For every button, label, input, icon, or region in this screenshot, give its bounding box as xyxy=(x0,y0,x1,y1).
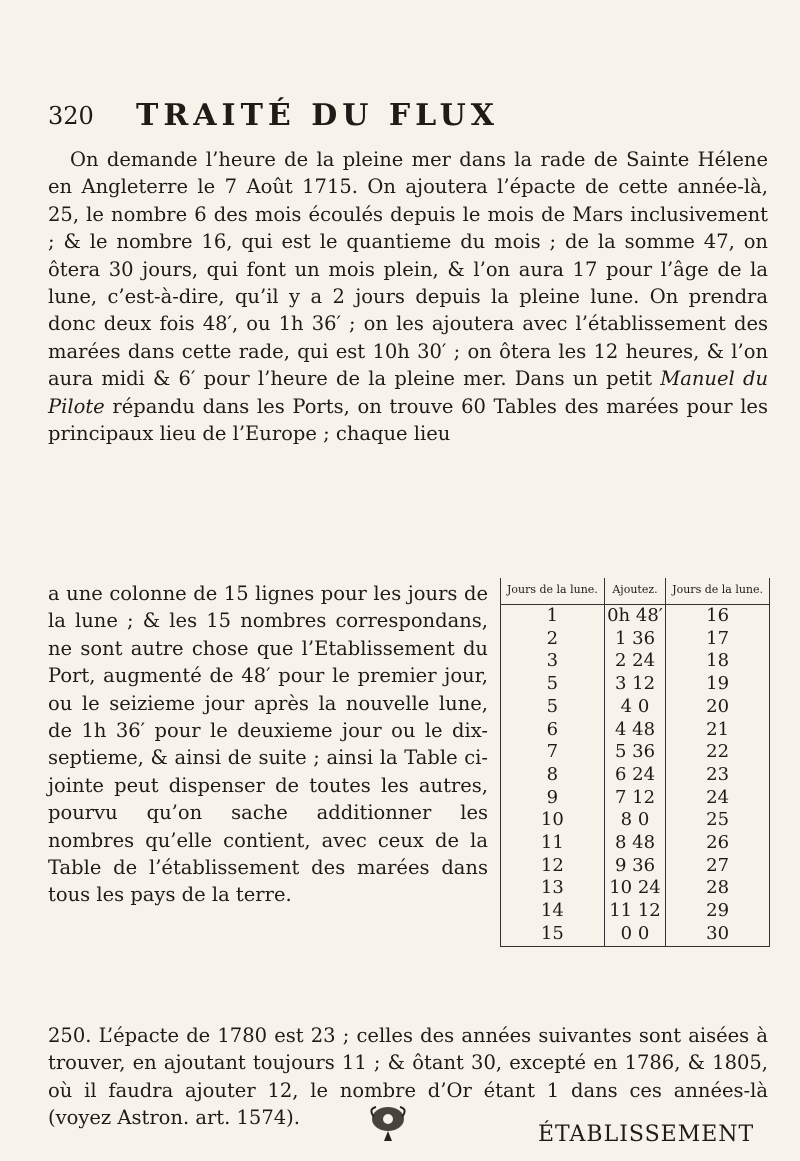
paragraph-text: On demande l’heure de la pleine mer dans la rade de Sainte Hélene en Angleterre le 7 Août 1715. On ajoutera l’épacte de cette année-là, 25, le nombre 6 des mois écoulés depuis le mois de Mars inclusivement ; & le nombre 16, qui est le quantieme du mois ; de la somme 47, on ôtera 30 jours, qui font un mois plein, & l’on aura 17 pour l’âge de la lune, c’est-à-dire, qu’il y a 2 jours depuis la pleine lune. On prendra donc deux fois 48′, ou 1h 36′ ; on les ajoutera avec l’établissement des marées dans cette rade, qui est 10h 30′ ; on ôtera les 12 heures, & l’on aura midi & 6′ pour l’heure de la pleine mer. Dans un petit xyxy=(48,148,768,391)
table-row xyxy=(501,650,770,673)
cell-day-first-half: 15 xyxy=(501,923,605,946)
tide-table-grid xyxy=(500,578,770,947)
table-row xyxy=(501,673,770,696)
cell-add-time: 11 12 xyxy=(604,900,665,923)
cell-day-first-half: 6 xyxy=(501,719,605,742)
table-row xyxy=(501,719,770,742)
cell-day-first-half: 1 xyxy=(501,605,605,628)
paragraph-tide-example xyxy=(48,146,768,447)
text-beside-table xyxy=(48,580,488,909)
cell-day-first-half: 11 xyxy=(501,832,605,855)
cell-day-second-half: 29 xyxy=(666,900,770,923)
table-row xyxy=(501,605,770,628)
running-title: TRAITÉ DU FLUX xyxy=(136,98,500,133)
cell-day-first-half: 9 xyxy=(501,787,605,810)
cell-day-first-half: 5 xyxy=(501,696,605,719)
cell-day-second-half: 25 xyxy=(666,809,770,832)
page-header xyxy=(48,98,768,138)
cell-day-first-half: 12 xyxy=(501,855,605,878)
cell-day-second-half: 18 xyxy=(666,650,770,673)
cell-add-time: 7 12 xyxy=(604,787,665,810)
table-row xyxy=(501,809,770,832)
table-row xyxy=(501,787,770,810)
cell-day-second-half: 17 xyxy=(666,628,770,651)
cell-add-time: 9 36 xyxy=(604,855,665,878)
cell-add-time: 5 36 xyxy=(604,741,665,764)
cell-day-second-half: 30 xyxy=(666,923,770,946)
cell-day-second-half: 21 xyxy=(666,719,770,742)
tide-table xyxy=(500,578,770,947)
cell-add-time: 2 24 xyxy=(604,650,665,673)
cell-add-time: 8 48 xyxy=(604,832,665,855)
cell-day-first-half: 3 xyxy=(501,650,605,673)
cell-day-first-half: 10 xyxy=(501,809,605,832)
cell-add-time: 10 24 xyxy=(604,877,665,900)
table-row xyxy=(501,855,770,878)
cell-add-time: 1 36 xyxy=(604,628,665,651)
cell-add-time: 4 0 xyxy=(604,696,665,719)
cell-day-second-half: 20 xyxy=(666,696,770,719)
table-header-row xyxy=(501,578,770,605)
fleuron-icon xyxy=(366,1103,410,1143)
table-body xyxy=(501,605,770,947)
cell-day-second-half: 24 xyxy=(666,787,770,810)
column-header-days-left: Jours de la lune. xyxy=(501,578,605,605)
catchword: ÉTABLISSEMENT xyxy=(538,1122,755,1147)
paragraph-text-tail: répandu dans les Ports, on trouve 60 Tables des marées pour les principaux lieu de l’Europe ; chaque lieu xyxy=(48,394,768,446)
cell-day-second-half: 22 xyxy=(666,741,770,764)
column-header-add: Ajoutez. xyxy=(604,578,665,605)
cell-day-first-half: 5 xyxy=(501,673,605,696)
cell-day-first-half: 8 xyxy=(501,764,605,787)
cell-add-time: 6 24 xyxy=(604,764,665,787)
cell-add-time: 8 0 xyxy=(604,809,665,832)
cell-day-second-half: 28 xyxy=(666,877,770,900)
cell-day-first-half: 7 xyxy=(501,741,605,764)
paragraph-table-explanation: a une colonne de 15 lignes pour les jours de la lune ; & les 15 nombres correspondans, ne sont autre chose que l’Etablissement du Port, augmenté de 48′ pour le premier jour, ou le seizieme jour après la nouvelle lune, de 1h 36′ pour le deuxieme jour ou le dix-septieme, & ainsi de suite ; ainsi la Table ci-jointe peut dispenser de toutes les autres, pourvu qu’on sache additionner les nombres qu’elle contient, avec ceux de la Table de l’établissement des marées dans tous les pays de la terre. xyxy=(48,582,488,907)
paragraph-250-epacte: 250. L’épacte de 1780 est 23 ; celles des années suivantes sont aisées à trouver, en ajoutant toujours 11 ; & ôtant 30, excepté en 1786, & 1805, où il faudra ajouter 12, le nombre d’Or étant 1 dans ces années-là (voyez Astron. art. 1574). xyxy=(48,1024,768,1130)
cell-day-second-half: 19 xyxy=(666,673,770,696)
cell-add-time: 4 48 xyxy=(604,719,665,742)
cell-day-first-half: 2 xyxy=(501,628,605,651)
page-number: 320 xyxy=(48,102,94,130)
column-header-days-right: Jours de la lune. xyxy=(666,578,770,605)
table-row xyxy=(501,832,770,855)
cell-day-second-half: 26 xyxy=(666,832,770,855)
table-row xyxy=(501,628,770,651)
table-row xyxy=(501,764,770,787)
book-title-manuel-du-pilote: Manuel du Pilote xyxy=(48,367,768,418)
cell-add-time: 0h 48′ xyxy=(604,605,665,628)
cell-day-second-half: 27 xyxy=(666,855,770,878)
table-row xyxy=(501,923,770,946)
table-row xyxy=(501,696,770,719)
cell-add-time: 3 12 xyxy=(604,673,665,696)
cell-day-first-half: 14 xyxy=(501,900,605,923)
table-row xyxy=(501,741,770,764)
table-row xyxy=(501,900,770,923)
cell-day-second-half: 16 xyxy=(666,605,770,628)
cell-day-first-half: 13 xyxy=(501,877,605,900)
cell-add-time: 0 0 xyxy=(604,923,665,946)
cell-day-second-half: 23 xyxy=(666,764,770,787)
table-row xyxy=(501,877,770,900)
